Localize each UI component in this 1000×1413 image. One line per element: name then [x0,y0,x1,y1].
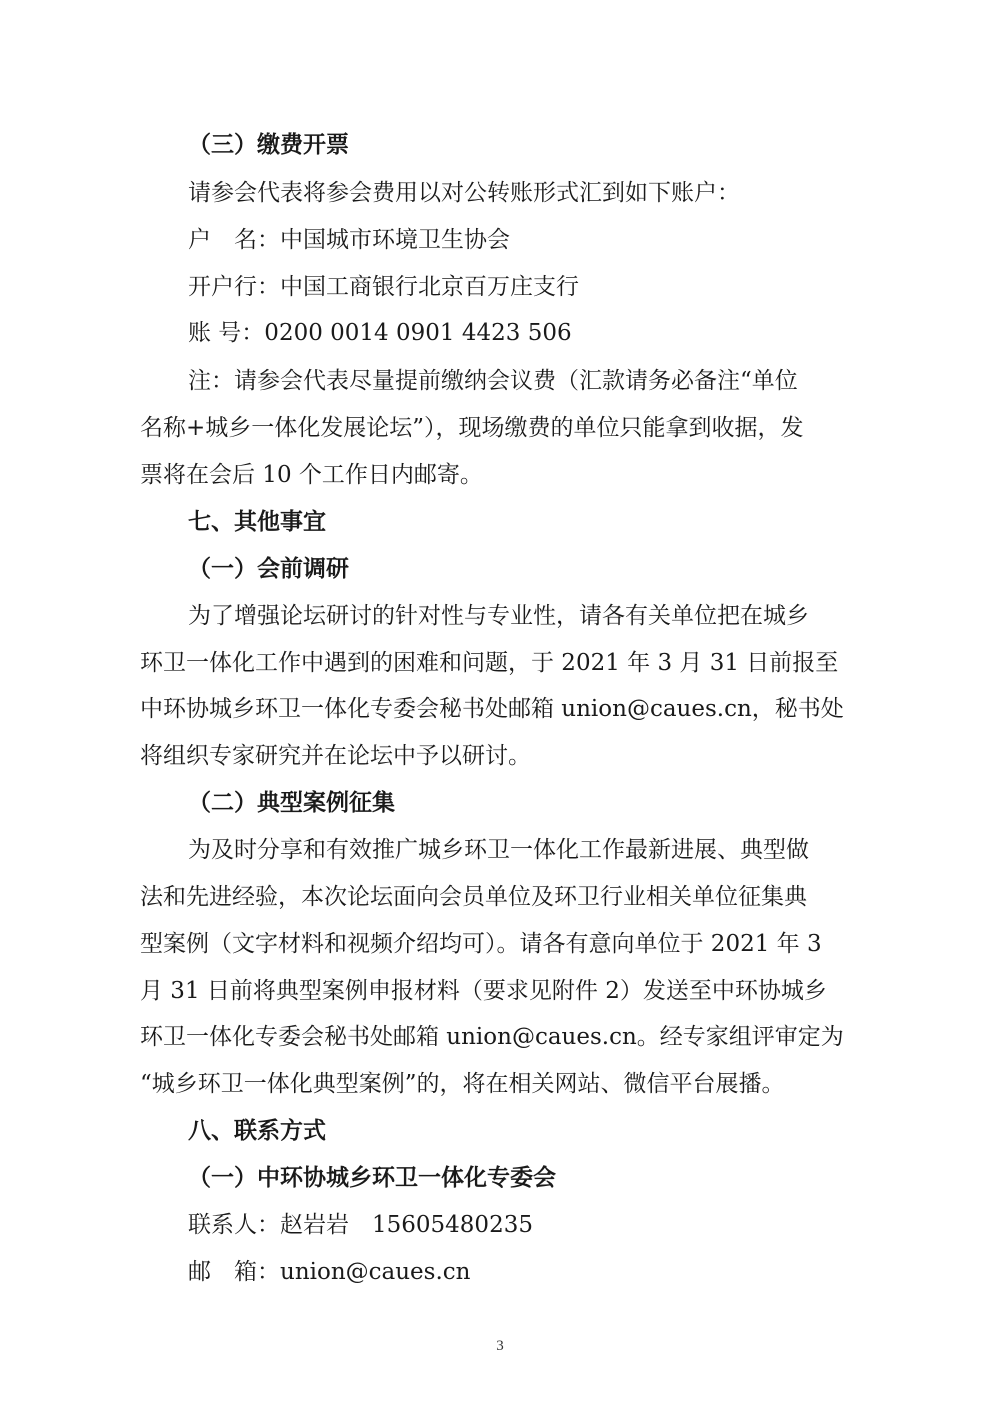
research-line: 环卫一体化工作中遇到的困难和问题，于 2021 年 3 月 31 日前报至 [140,650,839,676]
subsection-heading: （二）典型案例征集 [188,790,395,816]
contact-email: 邮 箱：union@caues.cn [188,1259,471,1285]
subsection-heading: （一）会前调研 [188,556,349,582]
cases-line: 法和先进经验，本次论坛面向会员单位及环卫行业相关单位征集典 [140,884,807,910]
page-number: 3 [496,1338,504,1354]
cases-line: 环卫一体化专委会秘书处邮箱 union@caues.cn。经专家组评审定为 [140,1024,844,1050]
cases-line: 月 31 日前将典型案例申报材料（要求见附件 2）发送至中环协城乡 [140,978,827,1004]
payment-heading: （三）缴费开票 [188,132,349,158]
payment-note-line: 注：请参会代表尽量提前缴纳会议费（汇款请务必备注“单位 [188,368,798,394]
section-heading: 八、联系方式 [188,1118,326,1144]
cases-line: “城乡环卫一体化典型案例”的，将在相关网站、微信平台展播。 [140,1071,785,1097]
account-name: 户 名：中国城市环境卫生协会 [188,227,510,253]
payment-intro: 请参会代表将参会费用以对公转账形式汇到如下账户： [188,180,740,206]
cases-line: 型案例（文字材料和视频介绍均可）。请各有意向单位于 2021 年 3 [140,931,822,957]
research-line: 为了增强论坛研讨的针对性与专业性，请各有关单位把在城乡 [188,603,809,629]
bank-name: 开户行：中国工商银行北京百万庄支行 [188,274,579,300]
payment-note-line: 票将在会后 10 个工作日内邮寄。 [140,462,483,488]
section-heading: 七、其他事宜 [188,509,326,535]
subsection-heading: （一）中环协城乡环卫一体化专委会 [188,1165,556,1191]
cases-line: 为及时分享和有效推广城乡环卫一体化工作最新进展、典型做 [188,837,809,863]
contact-person: 联系人：赵岩岩 15605480235 [188,1212,533,1238]
account-number: 账 号：0200 0014 0901 4423 506 [188,320,572,346]
payment-note-line: 名称+城乡一体化发展论坛”），现场缴费的单位只能拿到收据，发 [140,415,804,441]
research-line: 中环协城乡环卫一体化专委会秘书处邮箱 union@caues.cn，秘书处 [140,696,844,722]
research-line: 将组织专家研究并在论坛中予以研讨。 [140,743,531,769]
